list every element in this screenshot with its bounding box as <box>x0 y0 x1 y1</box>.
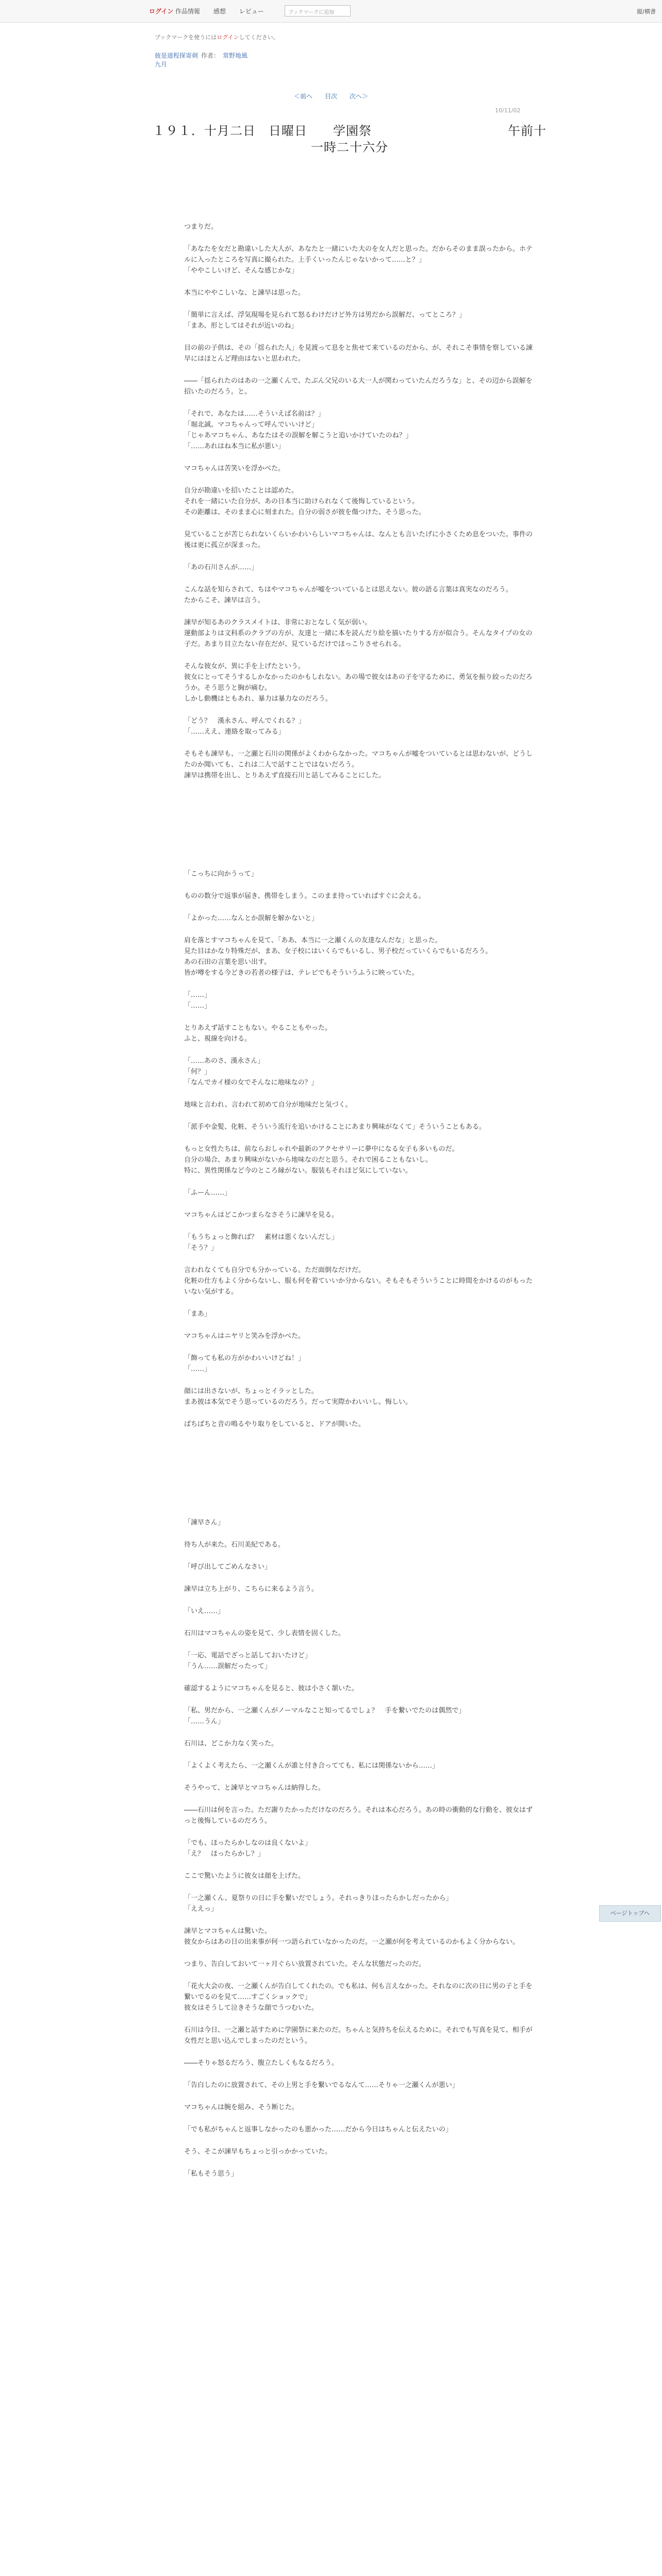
body-paragraph: マコちゃんはニヤリと笑みを浮かべた。 <box>184 1332 305 1340</box>
body-paragraph: ここで驚いたように彼女は顔を上げた。 <box>184 1872 305 1880</box>
body-paragraph: 「よくよく考えたら、一之瀬くんが誰と付き合ってても、私には関係ないから……」 <box>184 1762 439 1770</box>
body-paragraph: ――石川は何を言った。ただ謝りたかっただけなのだろう。それは本心だろう。あの時の衝動的な行動を、彼女はずっと後悔しているのだろう。 <box>184 1806 533 1825</box>
login-notice: ブックマークを使うにはログインしてください。 <box>155 34 279 41</box>
novel-meta: 彼是道程探寄剣 作者： 常野地風 九月 <box>155 52 248 68</box>
pager-top <box>0 92 662 100</box>
body-paragraph: 「呼び出してごめんなさい」 <box>184 1563 272 1571</box>
body-paragraph: 「……」 「……」 <box>184 991 211 1010</box>
top-bar <box>0 0 662 23</box>
body-paragraph: 「こっちに向かうって」 <box>184 870 258 878</box>
body-paragraph: 「簡単に言えば、浮気現場を見られて怒るわけだけど外方は男だから誤解だ、ってところ？」 「まあ、形としてはそれが近いのね」 <box>184 311 466 330</box>
body-paragraph: そうやって、と諫早とマコちゃんは納得した。 <box>184 1784 325 1792</box>
top-nav <box>175 7 275 15</box>
body-paragraph: そんな彼女が、異に手を上げたという。 彼女にとってそうするしかなかったのかもしれない。あの場で彼女はあの子を守るために、勇気を振り絞ったのだろうか。そう思うと胸が痛む。 しかし動機はともあれ、暴力は暴力なのだろう。 <box>184 663 533 703</box>
body-paragraph: ――そりゃ怒るだろう、腹立たしくもなるだろう。 <box>184 2059 339 2067</box>
body-paragraph: 石川はマコちゃんの姿を見て、少し表情を固くした。 <box>184 1630 345 1637</box>
body-paragraph: 「一応、電話でざっと話しておいたけど」 「うん……誤解だったって」 <box>184 1652 312 1670</box>
prev-link[interactable]: ＜前へ <box>294 93 313 100</box>
series-title-link[interactable]: 彼是道程探寄剣 <box>155 52 198 59</box>
nav-item-comments[interactable]: 感想 <box>213 8 226 15</box>
writing-mode-toggle[interactable]: 縦/横書 <box>637 8 656 15</box>
body-paragraph: 肩を落とすマコちゃんを見て、「ああ、本当に一之瀬くんの友達なんだな」と思った。 見た目はかなり特殊だが、まあ、女子校にはいくらでもいるし、男子校だっていくらでもいるだろう。 あの石田の言葉を思い出す。 皆が噂をする今どきの若者の様子は、テレビでもそういうふうに映っていた。 <box>184 937 492 977</box>
body-paragraph: 石川は今日、一之瀬と話すために学園祭に来たのだ。ちゃんと気持ちを伝えるために。それでも写真を見て、相手が女性だと思い込んでしまったのだという。 <box>184 2026 533 2045</box>
body-paragraph: ――「揺られたのはあの一之瀬くんで、たぶん父兄のいる大一人が関わっていたんだろうな」と、その辺から誤解を招いたのだろう。と。 <box>184 377 533 396</box>
body-paragraph: 「よかった……なんとか誤解を解かないと」 <box>184 914 319 922</box>
body-paragraph: 「飾っても私の方がかわいいけどね！」 「……」 <box>184 1354 305 1373</box>
next-link[interactable]: 次へ＞ <box>349 93 368 100</box>
body-paragraph: そもそも諫早も、一之瀬と石川の関係がよくわからなかった。マコちゃんが嘘をついているとは思わないが、どうしたのか聞いても、これは二人で話すことではないだろう。 諫早は携帯を出し、とりあえず直接石川と話してみることにした。 <box>184 750 533 779</box>
body-paragraph: 「まあ」 <box>184 1310 211 1318</box>
nav-item-work-info[interactable]: 作品情報 <box>175 8 201 15</box>
body-paragraph: 見ていることが苦じられないくらいかわいらしいマコちゃんは、なんとも言いたげに小さくため息をついた。事件の後は更に孤立が深まった。 <box>184 531 533 549</box>
body-paragraph: 「……あのさ、漢永さん」 「何？」 「なんでカイ様の女でそんなに地味なの？」 <box>184 1057 318 1087</box>
body-paragraph: 諫早とマコちゃんは驚いた。 彼女からはあの日の出来事が何一つ語られていなかったのだ。一之瀬が何を考えているのかもよく分からない。 <box>184 1927 520 1946</box>
body-paragraph: もっと女性たちは、前ならおしゃれや最新のアクセサリーに夢中になる女子も多いものだ。 自分の場合、あまり興味がないから地味なのだと思う。それで困ることもないし。 特に、異性関係など今のところ縁がない。服装もそれほど気にしていない。 <box>184 1145 459 1175</box>
page-top-button[interactable]: ページトップへ <box>599 1905 661 1922</box>
body-paragraph: 「私、男だから、一之瀬くんがノーマルなこと知ってるでしょ？ 手を繋いでたのは偶然で」 「……うん」 <box>184 1707 466 1725</box>
body-paragraph: 「それで、あなたは……そういえば名前は？」 「堀北誠。マコちゃんって呼んでいいけど」 「じゃあマコちゃん、あなたはその誤解を解こうと追いかけていたのね？」 「……あれはね本当に私が悪い」 <box>184 410 412 450</box>
body-paragraph: 「いえ……」 <box>184 1607 225 1615</box>
body-paragraph: 「一之瀬くん、夏祭りの日に手を繋いだでしょう。それっきりほったらかしだったから」 「ええっ」 <box>184 1894 453 1913</box>
body-paragraph: ものの数分で返事が届き、携帯をしまう。このまま待っていればすぐに会える。 <box>184 892 425 900</box>
body-paragraph: ばちばちと音の鳴るやり取りをしていると、ドアが開いた。 <box>184 1420 365 1428</box>
body-paragraph: 目の前の子供は、その「揺られた人」を見渡って息をと焦せて来ているのだから、が、それこそ事情を察している諫早にはほとんど理由はないと思われた。 <box>184 344 533 363</box>
toc-link[interactable]: 目次 <box>324 93 337 100</box>
body-paragraph: 石川は、どこか力なく笑った。 <box>184 1740 278 1748</box>
body-paragraph: 言われなくても自分でも分かっている。ただ面倒なだけだ。 化粧の仕方もよく分からないし、服も何を着ていいか分からない。そもそもそういうことに時間をかけるのがもったいない気がする。 <box>184 1266 533 1296</box>
novel-body <box>184 222 535 2191</box>
body-paragraph: 諫早は立ち上がり、こちらに来るよう言う。 <box>184 1585 319 1593</box>
chapter-title-line2: 一時二十六分 <box>311 140 388 155</box>
body-paragraph: 顔には出さないが、ちょっとイラッとした。 まあ彼は本気でそう思っているのだろう。だって実際かわいいし。悔しい。 <box>184 1387 412 1406</box>
body-paragraph: 「諫早さん」 <box>184 1519 225 1527</box>
body-paragraph: 「でも私がちゃんと返事しなかったのも悪かった……だから今日はちゃんと伝えたいの」 <box>184 2126 453 2133</box>
body-paragraph: 「花火大会の夜、一之瀬くんが告白してくれたの。でも私は、何も言えなかった。それなのに次の日に男の子と手を繋いでるのを見て……すごくショックで」 彼女はそうして泣きそうな顔でうつむいた。 <box>184 1982 533 2012</box>
body-paragraph: つまり、告白しておいて一ヶ月ぐらい放置されていた。そんな状態だったのだ。 <box>184 1960 426 1968</box>
chapter-title <box>153 123 547 156</box>
body-paragraph: 「どう？ 漢永さん、呼んでくれる？」 「……ええ、連絡を取ってみる」 <box>184 717 305 736</box>
body-paragraph: 「私もそう思う」 <box>184 2170 238 2178</box>
body-paragraph: 「あの石川さんが……」 <box>184 564 258 571</box>
body-paragraph: こんな話を知らされて、ちはやマコちゃんが嘘をついているとは思えない。彼の語る言葉は真実なのだろう。 たからこそ、諫早は言う。 <box>184 586 512 604</box>
body-paragraph: 待ち人が来た。石川美紀である。 <box>184 1541 285 1549</box>
chapter-title-right: 午前十 <box>508 124 547 138</box>
body-paragraph: つまりだ。 <box>184 223 218 231</box>
chapter-group: 九月 <box>155 61 168 68</box>
body-paragraph: とりあえず話すこともない。やることもやった。 ふと、視線を向ける。 <box>184 1024 332 1043</box>
body-paragraph: そう、そこが諫早もちょっと引っかかっていた。 <box>184 2148 332 2156</box>
body-paragraph: 地味と言われ、言われて初めて自分が地味だと気づく。 <box>184 1101 352 1109</box>
login-link[interactable]: ログイン <box>149 8 174 15</box>
publish-date: 10/11/02 <box>495 107 521 114</box>
body-paragraph: 「あなたを女だと勘違いした大人が、あなたと一緒にいた大のを女人だと思った。だからそのまま誤ったから。ホテルに入ったところを写真に撮られた。上手くいったんじゃないかって……と？」 「ややこしいけど、そんな感じかな」 <box>184 245 533 275</box>
login-notice-link[interactable]: ログイン <box>217 34 239 41</box>
bookmark-add-button[interactable]: ブックマークに追加 <box>285 5 351 16</box>
body-paragraph: マコちゃんは苦笑いを浮かべた。 <box>184 465 285 472</box>
body-paragraph: 「派手や金髪、化粧、そういう流行を追いかけることにあまり興味がなくて」そういうこともある。 <box>184 1123 486 1131</box>
body-paragraph: 本当にややこしいな、と諫早は思った。 <box>184 289 305 297</box>
body-paragraph: 「でも、ほったらかしなのは良くないよ」 「え？ ほったらかし？」 <box>184 1839 312 1858</box>
author-link[interactable]: 常野地風 <box>223 52 248 59</box>
chapter-title-left: １９１．十月二日 日曜日 学園祭 <box>153 124 372 138</box>
body-paragraph: 確認するようにマコちゃんを見ると、彼は小さく頷いた。 <box>184 1685 359 1692</box>
body-paragraph: マコちゃんは腕を組み、そう断じた。 <box>184 2104 299 2111</box>
body-paragraph: 諫早が知るあのクラスメイトは、非常におとなしく気が弱い。 運動部よりは文科系のクラブの方が、友達と一緒に本を読んだり絵を描いたりする方が似合う。そんなタイプの女の子だ。あまり目立たない存在だが、見ているだけでほっこりさせられる。 <box>184 619 533 648</box>
nav-item-review[interactable]: レビュー <box>239 8 264 15</box>
body-paragraph: 自分が勘違いを招いたことは認めた。 それを一緒にいた自分が、あの日本当に助けられなくて後悔しているという。 その距離は、そのまま心に刻まれた。自分の弱さが彼を傷つけた、そう思った。 <box>184 487 426 516</box>
body-paragraph: 「もうちょっと飾れば？ 素材は悪くないんだし」 「そう？」 <box>184 1233 339 1252</box>
body-paragraph: マコちゃんはどこかつまらなさそうに諫早を見る。 <box>184 1211 339 1219</box>
body-paragraph: 「告白したのに放置されて、その上男と手を繋いでるなんて……そりゃ一之瀬くんが悪い」 <box>184 2081 459 2089</box>
body-paragraph: 「ふーん……」 <box>184 1189 231 1197</box>
